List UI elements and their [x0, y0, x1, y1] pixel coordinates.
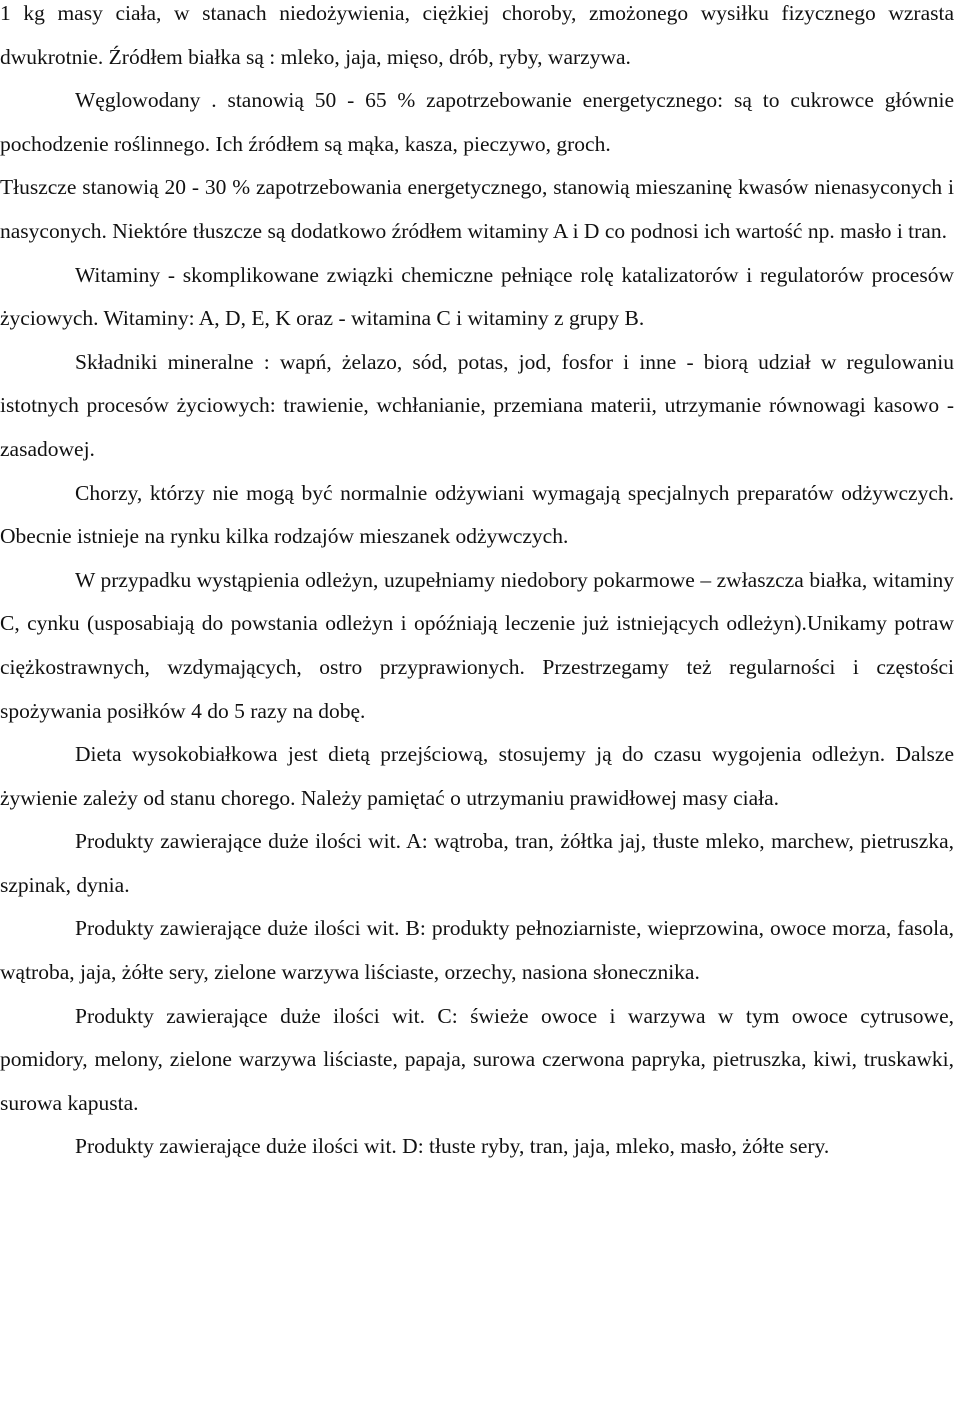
paragraph-nutritional-preparations: Chorzy, którzy nie mogą być normalnie odżywiani wymagają specjalnych preparatów odżywczych. Obecnie istnieje na rynku kilka rodzajów mieszanek odżywczych. [0, 480, 954, 549]
paragraph-vitamins: Witaminy - skomplikowane związki chemiczne pełniące rolę katalizatorów i regulatorów procesów życiowych. Witaminy: A, D, E, K oraz - witamina C i witaminy z grupy B. [0, 262, 954, 331]
paragraph-high-protein-diet: Dieta wysokobiałkowa jest dietą przejściową, stosujemy ją do czasu wygojenia odleżyn. Dalsze żywienie zależy od stanu chorego. Należy pamiętać o utrzymaniu prawidłowej masy ciała. [0, 742, 954, 810]
paragraph-carbohydrates: Węglowodany . stanowią 50 - 65 % zapotrzebowanie energetycznego: są to cukrowce głównie pochodzenie roślinnego. Ich źródłem są mąka, kasza, pieczywo, groch. [0, 88, 954, 156]
paragraph-minerals: Składniki mineralne : wapń, żelazo, sód, potas, jod, fosfor i inne - biorą udział w regulowaniu istotnych procesów życiowych: trawienie, wchłanianie, przemiana materii, utrzymanie równowagi kasowo - zasadowej. [0, 349, 954, 461]
paragraph-vitamin-a-products: Produkty zawierające duże ilości wit. A: wątroba, tran, żółtka jaj, tłuste mleko, marchew, pietruszka, szpinak, dynia. [0, 829, 954, 897]
paragraph-fats: Tłuszcze stanowią 20 - 30 % zapotrzebowania energetycznego, stanowią mieszaninę kwasów nienasyconych i nasyconych. Niektóre tłuszcze są dodatkowo źródłem witaminy A i D co podnosi ich wartość np. masło i tran. [0, 175, 954, 243]
paragraph-vitamin-d-products: Produkty zawierające duże ilości wit. D: tłuste ryby, tran, jaja, mleko, masło, żółte sery. [75, 1134, 830, 1159]
paragraph-vitamin-c-products: Produkty zawierające duże ilości wit. C: świeże owoce i warzywa w tym owoce cytrusowe, pomidory, melony, zielone warzywa liściaste, papaja, surowa czerwona papryka, pietruszka, kiwi, truskawki, surowa kapusta. [0, 1003, 954, 1115]
paragraph-vitamin-b-products: Produkty zawierające duże ilości wit. B: produkty pełnoziarniste, wieprzowina, owoce morza, fasola, wątroba, jaja, żółte sery, zielone warzywa liściaste, orzechy, nasiona słonecznika. [0, 916, 954, 985]
paragraph-protein: 1 kg masy ciała, w stanach niedożywienia, ciężkiej choroby, zmożonego wysiłku fizycznego wzrasta dwukrotnie. Źródłem białka są : mleko, jaja, mięso, drób, ryby, warzywa. [0, 1, 954, 69]
paragraph-bedsores-diet: W przypadku wystąpienia odleżyn, uzupełniamy niedobory pokarmowe – zwłaszcza białka, witaminy C, cynku (usposabiają do powstania odleżyn i opóźniają leczenie już istniejących odleżyn).Unikamy potraw ciężkostrawnych, wzdymających, ostro przyprawionych. Przestrzegamy też regularności i częstości spożywania posiłków 4 do 5 razy na dobę. [0, 567, 954, 723]
